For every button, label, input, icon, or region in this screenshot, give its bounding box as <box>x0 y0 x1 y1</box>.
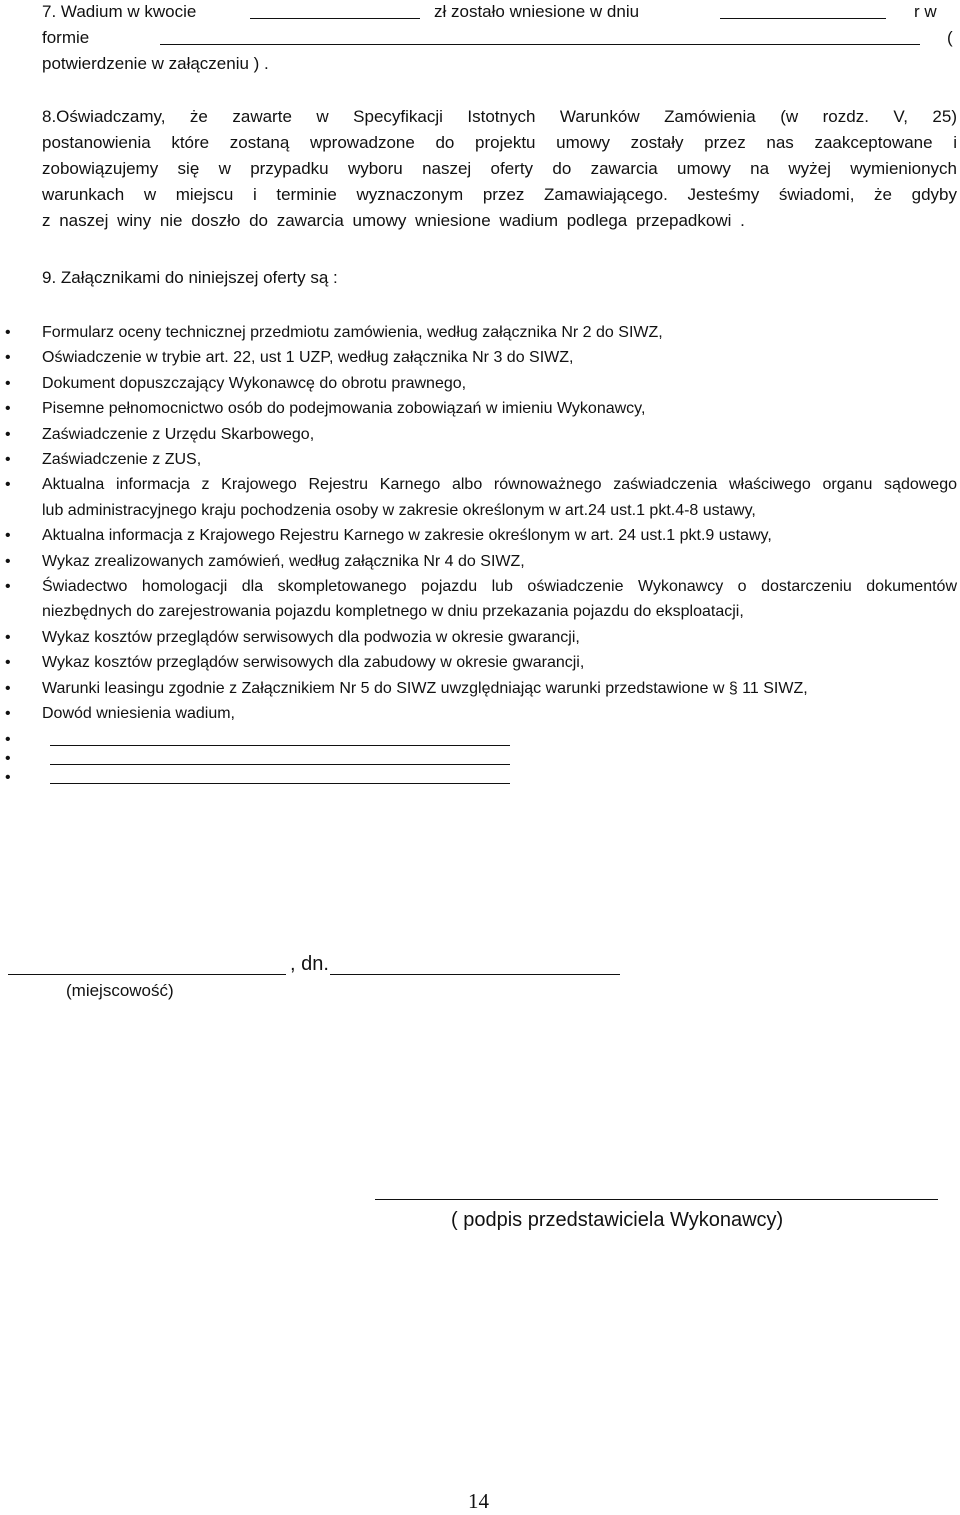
list-item <box>0 371 957 396</box>
list-item-text: Zaświadczenie z ZUS, <box>42 451 202 469</box>
attachments-list <box>0 320 960 784</box>
list-item-text: Aktualna informacja z Krajowego Rejestru Karnego albo równoważnego zaświadczenia właściwego organu sądowego <box>42 476 957 494</box>
list-item <box>0 701 957 726</box>
attachment-blank-field[interactable] <box>50 765 510 784</box>
bullet-icon: • <box>5 705 11 723</box>
wadium-line-2 <box>42 25 957 51</box>
list-item-text: Wykaz kosztów przeglądów serwisowych dla podwozia w okresie gwarancji, <box>42 628 580 646</box>
wadium-year-label: r w <box>914 2 937 21</box>
wadium-paren-open: ( <box>947 28 953 47</box>
bullet-icon: • <box>5 324 11 341</box>
list-item <box>0 345 957 370</box>
list-item <box>0 447 957 472</box>
list-item-text: niezbędnych do zarejestrowania pojazdu kompletnego w dniu przekazania pojazdu do eksploatacji, <box>42 603 744 621</box>
list-item-text: Wykaz zrealizowanych zamówień, według załącznika Nr 4 do SIWZ, <box>42 552 525 570</box>
list-item-text: Wykaz kosztów przeglądów serwisowych dla zabudowy w okresie gwarancji, <box>42 654 585 672</box>
list-item-blank <box>0 746 957 765</box>
list-item-text: lub administracyjnego kraju pochodzenia osoby w zakresie określonym w art.24 ust.1 pkt.4-8 ustawy, <box>42 501 756 519</box>
page-number: 14 <box>468 1489 489 1513</box>
list-item-text: Dokument dopuszczający Wykonawcę do obrotu prawnego, <box>42 374 467 392</box>
date-blank[interactable] <box>330 974 620 975</box>
declaration-line: warunkach w miejscu i terminie wyznaczonym przez Zamawiającego. Jesteśmy świadomi, że gdyby <box>42 185 957 204</box>
bullet-icon: • <box>5 476 11 494</box>
list-item <box>0 472 957 523</box>
list-item-text: Aktualna informacja z Krajowego Rejestru Karnego w zakresie określonym w art. 24 ust.1 pkt.9 ustawy, <box>42 527 772 545</box>
list-item-text: Zaświadczenie z Urzędu Skarbowego, <box>42 425 315 443</box>
bullet-icon: • <box>5 628 11 646</box>
bullet-icon: • <box>5 374 11 392</box>
wadium-amount-label: 7. Wadium w kwocie <box>42 2 197 21</box>
list-item-text: Oświadczenie w trybie art. 22, ust 1 UZP, według załącznika Nr 3 do SIWZ, <box>42 349 574 367</box>
wadium-date-blank[interactable] <box>720 18 886 19</box>
list-item-text: Dowód wniesienia wadium, <box>42 705 235 723</box>
bullet-icon: • <box>5 527 11 545</box>
bullet-icon: • <box>5 425 11 443</box>
list-item <box>0 676 957 701</box>
place-caption: (miejscowość) <box>66 981 174 1000</box>
declaration-line: zobowiązujemy się w przypadku wyboru naszej oferty do zawarcia umowy na wyżej wymienionych <box>42 159 957 178</box>
bullet-icon: • <box>5 578 11 596</box>
attachment-blank-field[interactable] <box>50 727 510 746</box>
signature-caption: ( podpis przedstawiciela Wykonawcy) <box>451 1209 784 1231</box>
wadium-date-label: zł zostało wniesione w dniu <box>434 2 640 21</box>
list-item <box>0 625 957 650</box>
wadium-line-3: potwierdzenie w załączeniu ) . <box>42 54 269 73</box>
date-separator: , dn. <box>290 953 329 975</box>
declaration-line: postanowienia które zostaną wprowadzone do projektu umowy zostały przez nas zaakceptowane i <box>42 133 957 152</box>
attachments-heading: 9. Załącznikami do niniejszej oferty są : <box>42 268 338 287</box>
list-item-blank <box>0 727 957 746</box>
list-item-text: Pisemne pełnomocnictwo osób do podejmowania zobowiązań w imieniu Wykonawcy, <box>42 400 646 418</box>
attachment-blank-field[interactable] <box>50 746 510 765</box>
place-blank[interactable] <box>8 974 286 975</box>
list-item <box>0 422 957 447</box>
signature-blank[interactable] <box>375 1199 938 1200</box>
list-item <box>0 650 957 675</box>
bullet-icon: • <box>5 768 11 786</box>
declaration-line: 8.Oświadczamy, że zawarte w Specyfikacji Istotnych Warunków Zamówienia (w rozdz. V, 25) <box>42 107 957 126</box>
list-item <box>0 396 957 421</box>
bullet-icon: • <box>5 451 11 469</box>
declaration-line: z naszej winy nie doszło do zawarcia umowy wniesione wadium podlega przepadkowi . <box>42 211 745 230</box>
list-item-text: Świadectwo homologacji dla skompletowanego pojazdu lub oświadczenie Wykonawcy o dostarczeniu dokumentów <box>42 578 957 596</box>
bullet-icon: • <box>5 679 11 697</box>
bullet-icon: • <box>5 730 11 748</box>
list-item-text: Formularz oceny technicznej przedmiotu zamówienia, według załącznika Nr 2 do SIWZ, <box>42 324 663 341</box>
list-item-text: Warunki leasingu zgodnie z Załącznikiem Nr 5 do SIWZ uwzględniając warunki przedstawione w § 11 SIWZ, <box>42 679 808 697</box>
wadium-line-1 <box>42 0 957 25</box>
wadium-amount-blank[interactable] <box>250 18 420 19</box>
wadium-form-blank[interactable] <box>160 44 920 45</box>
list-item <box>0 320 957 345</box>
list-item <box>0 549 957 574</box>
bullet-icon: • <box>5 552 11 570</box>
wadium-form-label: formie <box>42 28 90 47</box>
list-item <box>0 523 957 548</box>
list-item-blank <box>0 765 957 784</box>
bullet-icon: • <box>5 400 11 418</box>
declaration-paragraph <box>42 104 957 234</box>
bullet-icon: • <box>5 749 11 767</box>
list-item <box>0 574 957 625</box>
bullet-icon: • <box>5 654 11 672</box>
bullet-icon: • <box>5 349 11 367</box>
